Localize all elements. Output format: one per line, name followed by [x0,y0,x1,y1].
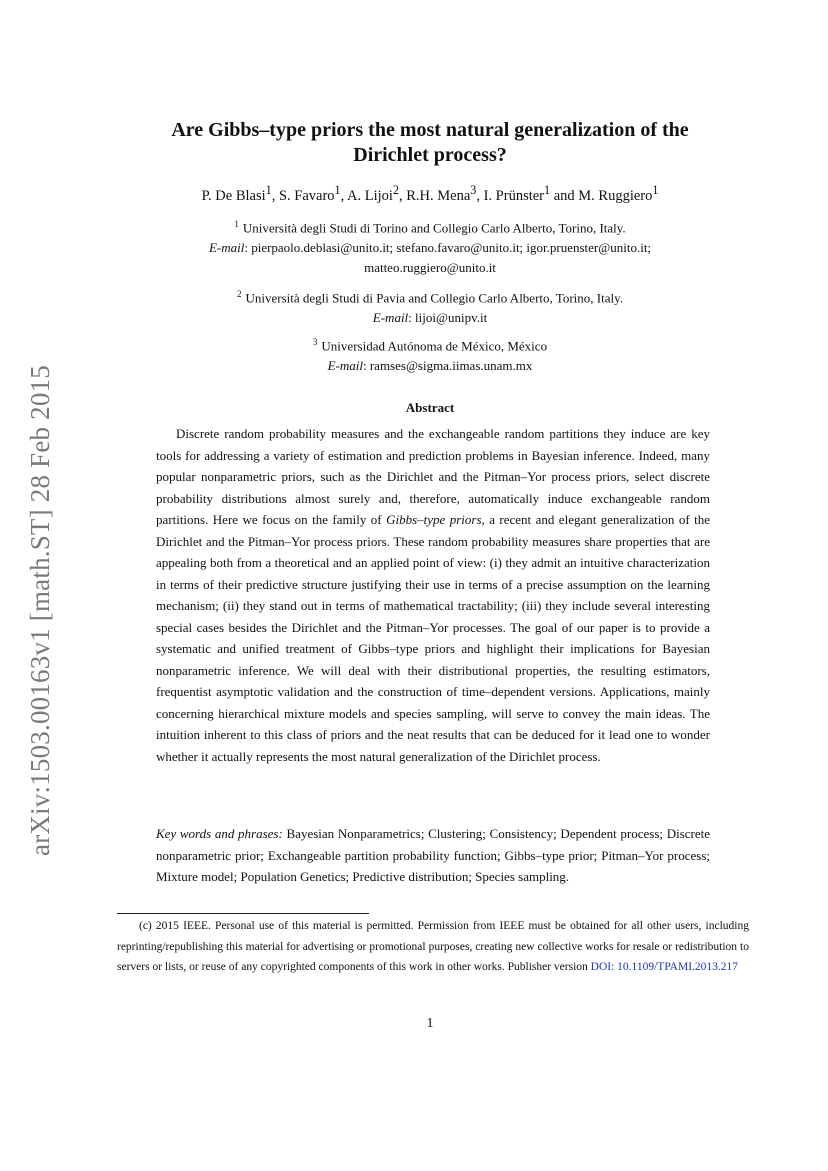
footnote-divider [117,913,369,914]
email-label: E-mail [208,240,245,256]
affiliation-institution-text: Universidad Autónoma de México, México [321,338,548,354]
author-separator: , [340,187,348,204]
author [201,183,279,204]
affiliation-emails-continued: matteo.ruggiero@unito.it [364,260,496,276]
author-name: P. De Blasi [201,187,266,204]
author-name: I. Prünster [483,187,545,204]
email-addresses: : lijoi@unipv.it [408,310,488,326]
copyright-footnote [117,916,749,978]
title-line-1: Are Gibbs–type priors the most natural generalization of the [171,119,689,141]
author-affiliation-mark: 1 [265,183,272,197]
author [483,183,579,204]
affiliation-number: 2 [237,289,242,299]
page-number: 1 [426,1016,434,1031]
affiliation-emails [150,238,710,258]
arxiv-stamp-text: arXiv:1503.00163v1 [math.ST] 28 Feb 2015 [24,364,55,856]
affiliation-3 [150,332,710,376]
affiliation-institution [150,332,710,356]
affiliation-number: 3 [312,337,318,347]
keywords-label: Key words and phrases: [156,826,283,841]
author-affiliation-mark: 1 [652,183,659,197]
affiliation-institution [150,284,710,308]
doi-link[interactable]: DOI: 10.1109/TPAMI.2013.217 [590,961,739,973]
affiliation-emails [150,356,710,376]
title-line-2: Dirichlet process? [353,144,507,166]
email-addresses: : pierpaolo.deblasi@unito.it; stefano.favaro@unito.it; igor.pruenster@unito.it; [244,240,652,256]
author-name: M. Ruggiero [578,187,653,204]
keywords-paragraph [156,823,710,888]
author-affiliation-mark: 1 [544,183,551,197]
author-separator: , [476,187,484,204]
abstract-emphasis: Gibbs–type priors [386,512,482,527]
affiliation-institution-text: Università degli Studi di Pavia and Collegio Carlo Alberto, Torino, Italy. [245,290,623,306]
author-separator: and [550,187,579,204]
author-affiliation-mark: 1 [334,183,341,197]
author-list [100,180,760,206]
author-separator: , [399,187,407,204]
author-affiliation-mark: 3 [470,183,477,197]
email-label: E-mail [372,310,409,326]
author-affiliation-mark: 2 [392,183,399,197]
affiliation-2 [150,284,710,328]
arxiv-identifier-stamp [16,350,64,870]
affiliation-1 [150,214,710,278]
author [347,183,407,204]
affiliation-institution-text: Università degli Studi di Torino and Collegio Carlo Alberto, Torino, Italy. [242,220,626,236]
abstract-heading: Abstract [405,400,455,415]
abstract-body [156,423,710,767]
keywords-text: Bayesian Nonparametrics; Clustering; Consistency; Dependent process; Discrete nonparametric prior; Exchangeable partition probability function; Gibbs–type prior; Pitman–Yor process; Mixture model; Population Genetics; Predictive distribution; Species sampling. [156,826,710,884]
author-name: S. Favaro [278,187,335,204]
abstract-text-part-2: , a recent and elegant generalization of the Dirichlet and the Pitman–Yor process priors. These random probability measures share properties that are appealing both from a theoretical and an applied point of view: (i) they admit an intuitive characterization in terms of their predictive structure justifying their use in terms of a precise assumption on the learning mechanism; (ii) they stand out in terms of mathematical tractability; (iii) they include several interesting special cases besides the Dirichlet and the Pitman–Yor processes. The goal of our paper is to provide a systematic and unified treatment of Gibbs–type priors and highlight their implications for Bayesian nonparametric inference. We will deal with their distributional properties, the resulting estimators, frequentist asymptotic validation and the construction of time–dependent versions. Applications, mainly concerning hierarchical mixture models and species sampling, will serve to convey the main ideas. The intuition inherent to this class of priors and the neat results that can be deduced for it lead one to wonder whether it actually represents the most natural generalization of the Dirichlet process. [156,512,710,764]
author [406,183,484,204]
affiliation-number: 1 [234,219,239,229]
affiliation-institution [150,214,710,238]
author [278,183,348,204]
author-name: R.H. Mena [406,187,471,204]
author-name: A. Lijoi [347,187,393,204]
affiliation-emails [150,308,710,328]
email-label: E-mail [327,358,363,374]
email-addresses: : ramses@sigma.iimas.unam.mx [362,358,533,374]
author-separator: , [271,187,279,204]
paper-title [110,118,750,168]
footnote-text: (c) 2015 IEEE. Personal use of this material is permitted. Permission from IEEE must be obtained for all other users, including reprinting/republishing this material for advertising or promotional purposes, creating new collective works for resale or redistribution to servers or lists, or reuse of any copyrighted components of this work in other works. Publisher version [117,920,749,973]
abstract-text-part-1: Discrete random probability measures and the exchangeable random partitions they induce are key tools for addressing a variety of estimation and prediction problems in Bayesian inference. Indeed, many popular nonparametric priors, such as the Dirichlet and the Pitman–Yor process priors, select discrete probability distributions almost surely and, therefore, automatically induce exchangeable random partitions. Here we focus on the family of [156,426,710,527]
author [578,183,659,204]
